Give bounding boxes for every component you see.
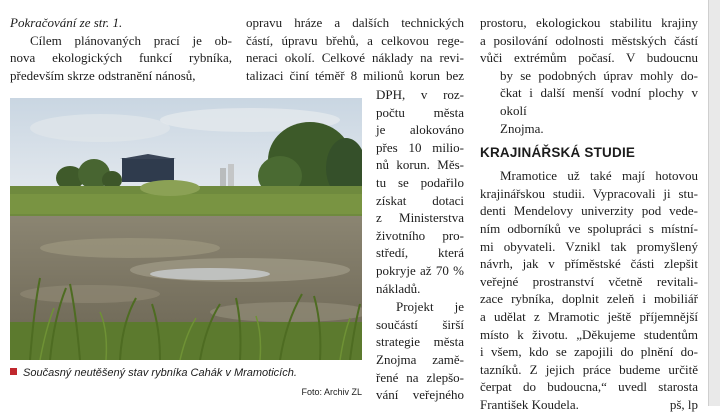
author-signature: pš, lp <box>669 396 698 412</box>
text-line: DPH, v roz- <box>376 87 464 102</box>
text-line: vání veřejného <box>376 387 464 403</box>
text-line: Znojma zamě- <box>376 351 464 367</box>
text-line: zace rybníka, doplnit zeleň i mobiliář <box>480 291 698 307</box>
text-line: neraci okolí. Celkové náklady na revi- <box>246 50 464 66</box>
caption-marker <box>10 368 17 375</box>
text-line: ním odborníků ve spolupráci s místní- <box>480 220 698 236</box>
photo-credit: Foto: Archiv ZL <box>301 387 362 397</box>
text-line: a udělat z Mramotic ještě příjemnější <box>480 308 698 324</box>
text-line: čerpat do budoucna,“ uvedl starosta <box>480 379 698 395</box>
text-line: Cílem plánovaných prací je ob- <box>30 32 232 48</box>
text-line: čkat i další menší vodní plochy v okolí <box>500 85 698 118</box>
text-line: tazníků. Z jejich práce budeme určitě <box>480 361 698 377</box>
page-edge <box>708 0 720 406</box>
text-line: krajinářskou studii. Vypracovali ji stu- <box>480 185 698 201</box>
text-line: počtu města <box>376 104 464 120</box>
text-line: místo k životu. „Děkujeme studentům <box>480 326 698 342</box>
text-line: a posilování odolnosti městských částí <box>480 32 698 48</box>
text-line: talizaci činí téměř 8 milionů korun bez <box>246 67 464 83</box>
text-line: pokryje až 70 % <box>376 262 464 278</box>
text-line: vůči extrémům počasí. V budoucnu <box>480 50 698 66</box>
text-line: strategie města <box>376 334 464 350</box>
text-line: Znojma. <box>500 120 544 136</box>
text-line: prostoru, ekologickou stabilitu krajiny <box>480 15 698 30</box>
pond-photo-illustration <box>10 98 362 360</box>
text-line: přes 10 milio- <box>376 139 464 155</box>
last-line-row <box>480 396 698 413</box>
text-line: opravu hráze a dalších technických <box>246 15 464 30</box>
text-line: částí, úpravu břehů, a celkovou rege- <box>246 32 464 48</box>
text-line: nů korun. Měs- <box>376 157 464 173</box>
text-line: je alokováno <box>376 122 464 138</box>
text-line: Mramotice už také mají hotovou <box>500 168 698 184</box>
section-heading: KRAJINÁŘSKÁ STUDIE <box>480 145 636 161</box>
text-line: by se podobných úprav mohly do- <box>500 67 698 83</box>
text-line: i všem, kdo se zapojili do plnění do- <box>480 344 698 360</box>
text-line: návrh, jak v příměstské části zlepšit <box>480 256 698 272</box>
article-column-1 <box>10 14 232 84</box>
text-line: František Koudela. <box>480 396 579 412</box>
photo-caption <box>10 366 362 380</box>
text-line: součástí širší <box>376 316 464 332</box>
text-line: nákladů. <box>376 280 421 296</box>
text-line: životního pro- <box>376 227 464 243</box>
text-line: středí, která <box>376 245 464 261</box>
text-line: mi obyvateli. Vznikl tak promyšlený <box>480 238 698 254</box>
text-line: tu se podařilo <box>376 174 464 190</box>
caption-text: Současný neutěšený stav rybníka Cahák v Mramoticích. <box>23 367 297 379</box>
text-line: Projekt je <box>396 299 464 315</box>
text-line: z Ministerstva <box>376 210 464 226</box>
article-column-2-top <box>246 14 464 84</box>
text-line: denti Mendelovy univerzity pod vede- <box>480 203 698 219</box>
article-column-3 <box>480 14 698 413</box>
text-line: získat dotaci <box>376 192 464 208</box>
article-column-2-narrow <box>376 86 464 404</box>
text-line: veřejné prostranství včetně revitali- <box>480 273 698 289</box>
text-line: především skrze odstranění nánosů, <box>10 67 196 83</box>
text-line: řené na zlepšo- <box>376 369 464 385</box>
text-line: nova ekologických funkcí rybníka, <box>10 50 232 66</box>
pond-photo <box>10 98 362 360</box>
continued-note: Pokračování ze str. 1. <box>10 15 123 30</box>
